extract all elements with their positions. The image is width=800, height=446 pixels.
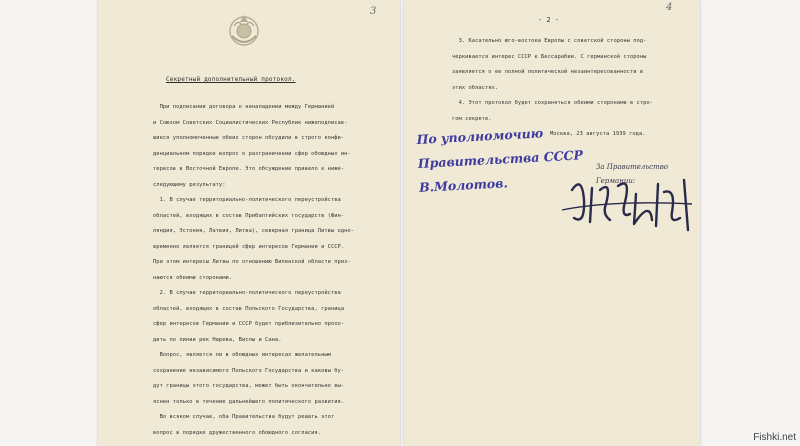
page-number: 4 xyxy=(666,2,673,13)
place-and-date: Москва, 23 августа 1939 года. xyxy=(550,131,646,137)
site-watermark: Fishki.net xyxy=(753,432,796,443)
document-title: Секретный дополнительный протокол. xyxy=(166,76,296,83)
state-emblem-icon xyxy=(228,12,260,48)
molotov-handwriting: По уполномочию Правительства СССР В.Молотов. xyxy=(416,125,584,195)
ribbentrop-signature-icon xyxy=(552,170,702,242)
document-page-2 xyxy=(404,0,700,446)
german-government-caption: За Правительство Германии: xyxy=(596,163,668,185)
page-header: - 2 - xyxy=(538,16,560,24)
protocol-body-text: При подписании договора о ненападении между Германией и Союзом Советских Социалистических Республик нижеподписав- шиеся уполномоченные обеих сторон обсудили в строго конфи- денциальном порядке вопрос о разграничении сфер обоюдных ин- тересов в Восточной Европе. Это обсуждение привело к ниже- следующему результату: 1. В случае территориально-политического переустройства областей, входящих в состав Прибалтийских государств (Фин- ляндия, Эстония, Латвия, Литва), северная граница Литвы одно- временно является границей сфер интересов Германии и СССР. При этом интересы Литвы по отношению Виленской области приз- наются обеими сторонами. 2. В случае территориально-политического переустройства областей, входящих в состав Польского Государства, граница сфер интересов Германии и СССР будет приблизительно прохо- дить по линии рек Нарева, Вислы и Сана. Вопрос, является ли в обоюдных интересах желательным сохранение независимого Польского Государства и каковы бу- дут границы этого государства, может быть окончательно вы- яснен только в течение дальнейшего политического развития. Во всяком случае, оба Правительства будут решать этот вопрос в порядке дружественного обоюдного согласия. xyxy=(153,104,355,436)
protocol-body-text: 3. Касательно юго-востока Европы с советской стороны под- черкивается интерес СССР к Бессарабии. С германской стороны заявляется о ее полной политической незаинтересованности в этих областях. 4. Этот протокол будет сохраняться обеими сторонами в стро- гом секрете. xyxy=(452,38,654,122)
document-page-1 xyxy=(98,0,400,446)
page-number: 3 xyxy=(370,6,377,17)
